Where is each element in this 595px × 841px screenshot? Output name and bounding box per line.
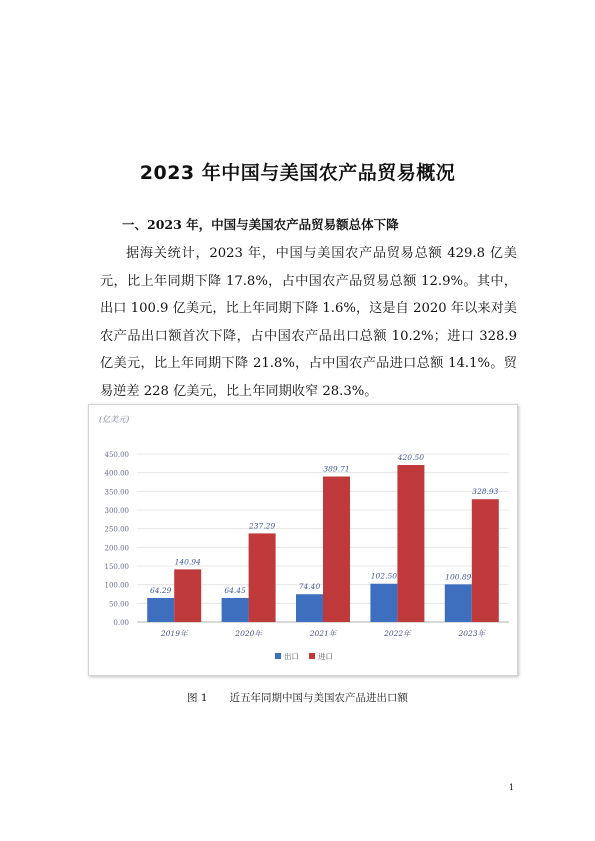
bar-export bbox=[147, 598, 174, 622]
data-label: 237.29 bbox=[248, 521, 276, 531]
legend-swatch-export bbox=[275, 653, 281, 659]
y-tick-label: 150.00 bbox=[104, 563, 129, 571]
x-tick-label: 2021年 bbox=[309, 629, 337, 638]
trade-chart bbox=[88, 404, 518, 676]
y-tick-label: 350.00 bbox=[104, 488, 129, 497]
legend-label: 出口 bbox=[284, 652, 299, 661]
y-tick-label: 300.00 bbox=[104, 507, 129, 515]
y-tick-label: 100.00 bbox=[104, 581, 129, 590]
bar-export bbox=[370, 584, 397, 622]
bar-import bbox=[323, 477, 350, 622]
data-label: 102.50 bbox=[370, 571, 398, 581]
page-number: 1 bbox=[509, 783, 515, 792]
bar-export bbox=[296, 594, 323, 622]
bar-import bbox=[397, 465, 424, 622]
y-tick-label: 400.00 bbox=[104, 469, 129, 478]
legend-label: 进口 bbox=[318, 652, 333, 661]
bar-export bbox=[222, 598, 249, 622]
y-tick-label: 250.00 bbox=[104, 525, 129, 534]
data-label: 328.93 bbox=[472, 487, 499, 497]
figure-number: 图 1 bbox=[186, 692, 208, 704]
body-paragraph: 据海关统计，2023 年，中国与美国农产品贸易总额 429.8 亿美元，比上年同期下降 17.8%，占中国农产品贸易总额 12.9%。其中，出口 100.9 亿美元，比上年同期下降 1.6%，这是自 2020 年以来对美农产品出口额首次下降，占中国农产品出口总额 10.2%；进口 328.9 亿美元，比上年同期下降 21.8%，占中国农产品进口总额 14.1%。贸易逆差 228 亿美元，比上年同期收窄 28.3%。 bbox=[100, 246, 517, 399]
bar-import bbox=[472, 499, 499, 622]
data-label: 74.40 bbox=[298, 582, 321, 592]
bar-export bbox=[445, 584, 472, 622]
section-heading: 一、2023 年，中国与美国农产品贸易额总体下降 bbox=[122, 217, 399, 232]
y-tick-label: 50.00 bbox=[108, 600, 129, 609]
bar-import bbox=[174, 569, 201, 622]
y-tick-label: 450.00 bbox=[104, 451, 129, 459]
x-tick-label: 2022年 bbox=[384, 629, 411, 638]
chart-svg bbox=[89, 405, 517, 675]
data-label: 100.89 bbox=[445, 572, 472, 582]
data-label: 64.45 bbox=[224, 585, 246, 595]
x-tick-label: 2020年 bbox=[235, 629, 262, 638]
unit-label: (亿美元) bbox=[99, 415, 130, 424]
legend-swatch-import bbox=[309, 653, 315, 659]
document-title: 2023 年中国与美国农产品贸易概况 bbox=[139, 162, 456, 184]
y-tick-label: 200.00 bbox=[104, 544, 129, 553]
figure-caption: 近五年同期中国与美国农产品进出口额 bbox=[229, 692, 409, 704]
x-tick-label: 2019年 bbox=[160, 629, 188, 638]
x-tick-label: 2023年 bbox=[458, 629, 486, 638]
y-tick-label: 0.00 bbox=[113, 619, 129, 627]
data-label: 420.50 bbox=[397, 453, 425, 463]
data-label: 140.94 bbox=[174, 557, 201, 567]
bar-import bbox=[249, 533, 276, 622]
figure-caption-line bbox=[0, 690, 595, 705]
data-label: 64.29 bbox=[149, 585, 172, 595]
data-label: 389.71 bbox=[323, 464, 350, 474]
